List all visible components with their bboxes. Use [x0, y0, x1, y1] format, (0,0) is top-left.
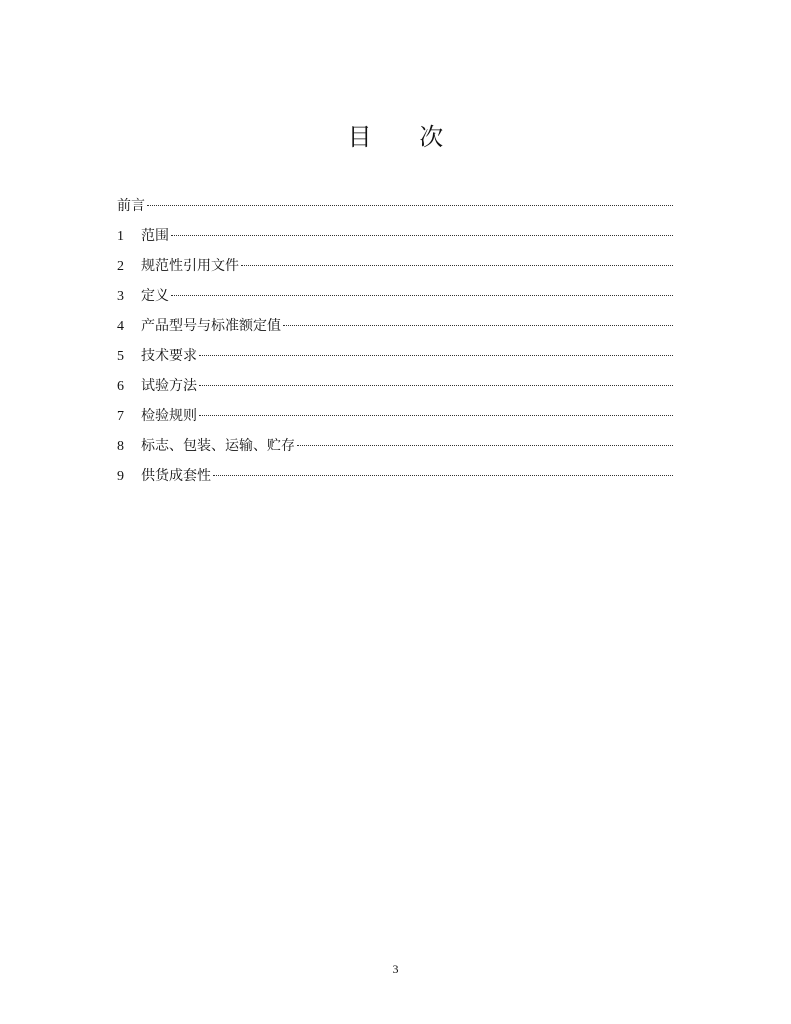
toc-entry-7[interactable] — [117, 404, 673, 434]
toc-entry-foreword[interactable] — [117, 194, 673, 224]
toc-entry-number: 4 — [117, 319, 124, 334]
toc-entry-number: 3 — [117, 289, 124, 304]
toc-entry-label: 技术要求 — [141, 348, 197, 364]
toc-entry-label: 检验规则 — [141, 408, 197, 424]
toc-entry-label: 试验方法 — [141, 378, 197, 394]
toc-entry-3[interactable] — [117, 284, 673, 314]
toc-entry-number: 8 — [117, 439, 124, 454]
toc-entry-8[interactable] — [117, 434, 673, 464]
page-title: 目 次 — [347, 123, 464, 151]
toc-entry-number: 2 — [117, 259, 124, 274]
toc-entry-1[interactable] — [117, 224, 673, 254]
toc-dot-leader — [147, 205, 673, 206]
toc-entry-6[interactable] — [117, 374, 673, 404]
table-of-contents — [117, 194, 673, 494]
toc-entry-number: 7 — [117, 409, 124, 424]
toc-dot-leader — [199, 415, 673, 416]
toc-entry-label: 定义 — [141, 288, 169, 304]
toc-dot-leader — [283, 325, 673, 326]
toc-dot-leader — [199, 385, 673, 386]
toc-entry-number: 5 — [117, 349, 124, 364]
page-number: 3 — [392, 962, 399, 976]
toc-entry-number: 6 — [117, 379, 124, 394]
toc-entry-label: 规范性引用文件 — [141, 258, 239, 274]
toc-entry-number: 1 — [117, 229, 124, 244]
toc-entry-label: 范围 — [141, 228, 169, 244]
toc-dot-leader — [241, 265, 673, 266]
toc-dot-leader — [297, 445, 673, 446]
toc-dot-leader — [213, 475, 673, 476]
toc-dot-leader — [171, 235, 673, 236]
toc-entry-9[interactable] — [117, 464, 673, 494]
toc-entry-label: 产品型号与标准额定值 — [141, 318, 281, 334]
toc-entry-label: 标志、包装、运输、贮存 — [141, 438, 295, 454]
toc-dot-leader — [171, 295, 673, 296]
toc-entry-label: 前言 — [117, 198, 145, 214]
toc-entry-label: 供货成套性 — [141, 468, 211, 484]
toc-entry-2[interactable] — [117, 254, 673, 284]
toc-entry-4[interactable] — [117, 314, 673, 344]
toc-entry-5[interactable] — [117, 344, 673, 374]
toc-dot-leader — [199, 355, 673, 356]
toc-entry-number: 9 — [117, 469, 124, 484]
